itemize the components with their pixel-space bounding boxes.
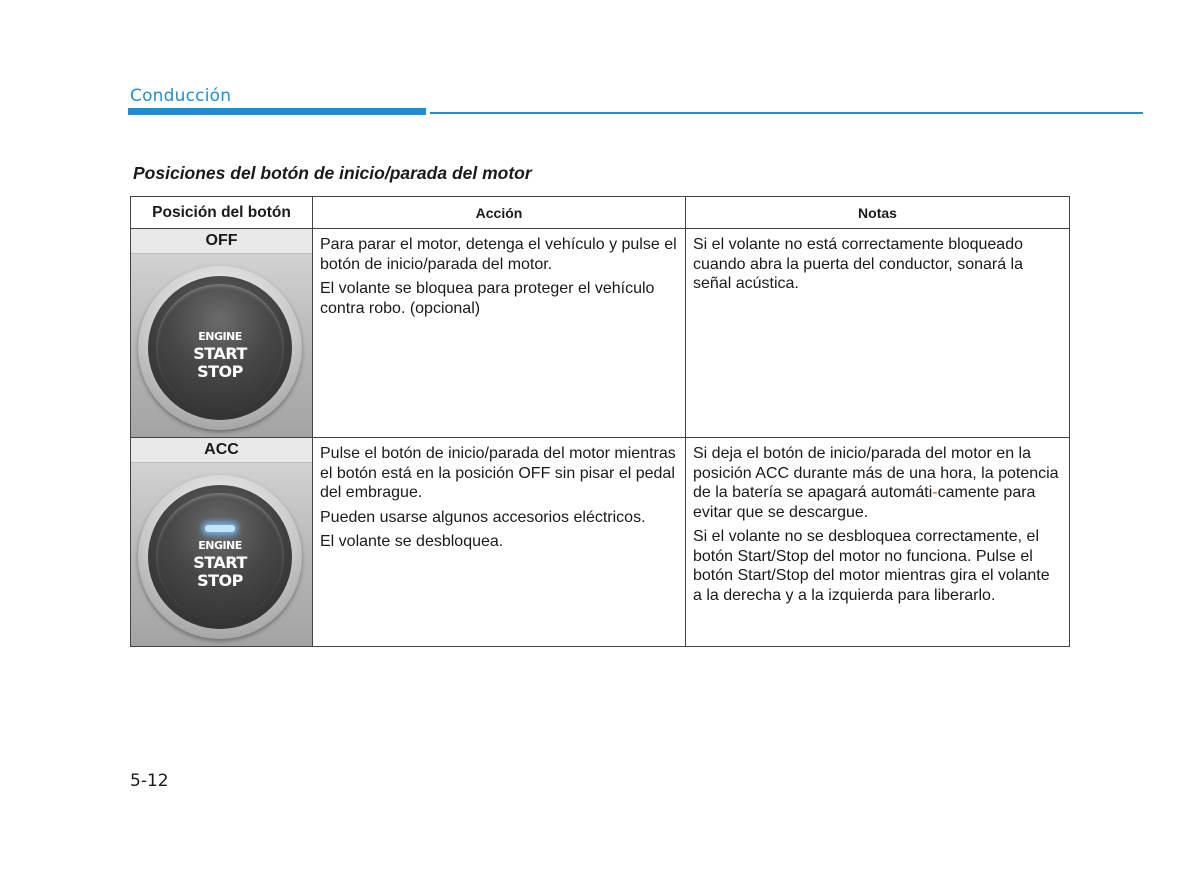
position-label: ACC (131, 438, 312, 463)
table-heading: Posiciones del botón de inicio/parada del motor (133, 163, 532, 183)
engine-button-image (131, 463, 312, 646)
start-label: START (193, 344, 247, 363)
action-cell (313, 438, 686, 647)
column-header-action: Acción (313, 197, 686, 229)
engine-button-face (156, 284, 284, 412)
engine-button-bezel (138, 475, 302, 639)
column-header-notes: Notas (686, 197, 1070, 229)
action-text: El volante se desbloquea. (320, 533, 504, 550)
indicator-light-icon (205, 525, 235, 532)
start-label: START (193, 553, 247, 572)
engine-label: ENGINE (198, 330, 242, 343)
notes-text: Si el volante no se desbloquea correctamente, el botón Start/Stop del motor no funciona. Pulse el botón Start/Stop del motor mientras gira el volante a la derecha y a la izquierda para liberarlo. (693, 528, 1050, 604)
position-cell (131, 229, 313, 438)
notes-cell (686, 229, 1070, 438)
stop-label: STOP (197, 571, 243, 590)
stop-label: STOP (197, 362, 243, 381)
header-rule-thin (430, 112, 1143, 114)
table-row (131, 438, 1070, 647)
column-header-position: Posición del botón (131, 197, 313, 229)
position-cell (131, 438, 313, 647)
notes-text: Si el volante no está correctamente bloqueado cuando abra la puerta del conductor, sonará la señal acústica. (693, 236, 1024, 292)
action-text: Pueden usarse algunos accesorios eléctricos. (320, 508, 646, 526)
action-text: El volante se bloquea para proteger el vehículo contra robo. (opcional) (320, 280, 655, 317)
action-text: Para parar el motor, detenga el vehículo y pulse el botón de inicio/parada del motor. (320, 236, 677, 273)
table-row (131, 229, 1070, 438)
position-label: OFF (131, 229, 312, 254)
notes-text: Si deja el botón de inicio/parada del motor en la posición ACC durante más de una hora, la potencia de la batería se apagará automáti-camente para evitar que se descargue. (693, 445, 1059, 521)
action-text: Pulse el botón de inicio/parada del motor mientras el botón está en la posición OFF sin pisar el pedal del embrague. (320, 445, 676, 501)
header-rule-thick (128, 108, 426, 115)
action-cell (313, 229, 686, 438)
notes-cell (686, 438, 1070, 647)
engine-button-face (156, 493, 284, 621)
page-number: 5-12 (130, 771, 169, 791)
hyphen-mark: - (932, 484, 938, 501)
engine-button-positions-table (130, 196, 1070, 647)
engine-label: ENGINE (198, 539, 242, 552)
engine-button-image (131, 254, 312, 437)
engine-button-bezel (138, 266, 302, 430)
table-header-row (131, 197, 1070, 229)
section-title: Conducción (130, 86, 232, 106)
